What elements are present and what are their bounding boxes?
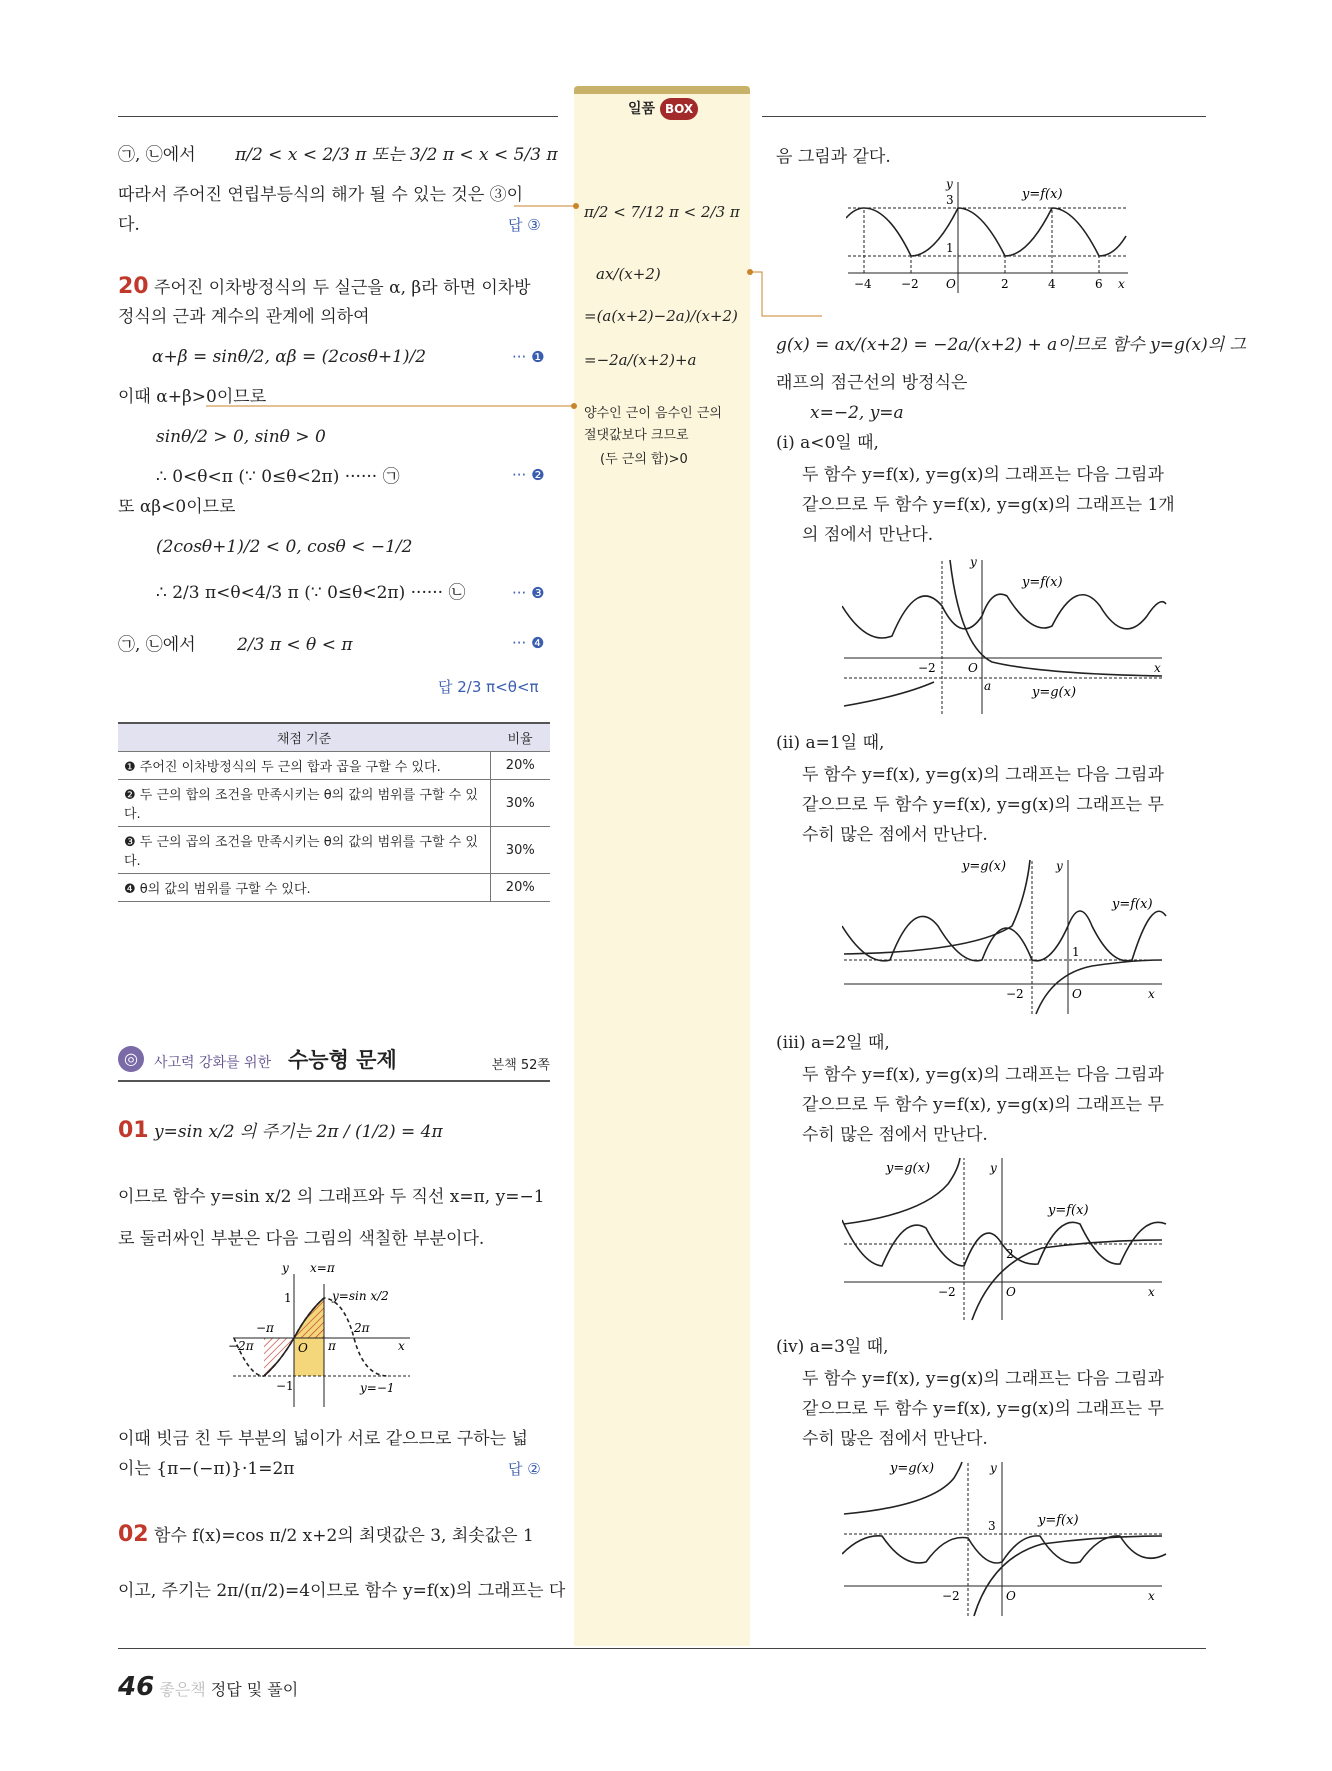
c3-2: 2	[1006, 1247, 1014, 1261]
problem-01-number: 01	[118, 1118, 149, 1143]
footer-rule	[118, 1648, 1206, 1649]
step-2: ··· ❷	[512, 466, 545, 484]
f-curve	[842, 1220, 1166, 1266]
c4-gx: y=g(x)	[890, 1461, 935, 1476]
table-row	[118, 874, 550, 902]
graph-case-4	[842, 1458, 1168, 1618]
footer-title: 정답 및 풀이	[210, 1680, 299, 1699]
c4-O: O	[1006, 1589, 1016, 1603]
target-icon: ◎	[118, 1046, 144, 1072]
label-mpi: −π	[256, 1321, 274, 1335]
c2-y: y	[1056, 859, 1063, 873]
section-big: 수능형 문제	[288, 1048, 397, 1072]
case-1-heading: (ⅰ) a<0일 때,	[776, 433, 879, 453]
label-1: 1	[284, 1291, 292, 1305]
right-line-4: x=−2, y=a	[810, 403, 904, 423]
sine-graph	[228, 1262, 448, 1410]
label-pi: π	[328, 1339, 336, 1353]
answer-2: 답 2/3 π<θ<π	[438, 678, 539, 696]
case-2-line-3: 수히 많은 점에서 만난다.	[802, 825, 988, 845]
case-4-line-2: 같으므로 두 함수 y=f(x), y=g(x)의 그래프는 무	[802, 1399, 1164, 1419]
problem-20-math-3: ∴ 0<θ<π (∵ 0≤θ<2π) ······ ㉠	[156, 467, 400, 487]
table-row	[118, 827, 550, 874]
problem-02-line-2: 이고, 주기는 2π/(π/2)=4이므로 함수 y=f(x)의 그래프는 다	[118, 1581, 566, 1601]
problem-01-line-4: 이때 빗금 친 두 부분의 넓이가 서로 같으므로 구하는 넓	[118, 1429, 528, 1449]
rubric-ratio: 20%	[490, 874, 550, 902]
left-line-3: 다.	[118, 215, 140, 235]
case-2-line-1: 두 함수 y=f(x), y=g(x)의 그래프는 다음 그림과	[802, 765, 1164, 785]
p20-l1: 주어진 이차방정식의 두 실근을 α, β라 하면 이차방	[154, 278, 531, 298]
g1-3: 3	[946, 193, 954, 207]
label-x-pi: x=π	[310, 1262, 335, 1275]
memo-2c: =−2a/(x+2)+a	[584, 351, 697, 369]
hatched-region-right	[294, 1298, 324, 1338]
l1-prefix: ㉠, ㉡에서	[118, 145, 196, 165]
problem-02-line-1	[118, 1524, 534, 1547]
problem-20-line-4: 또 αβ<0이므로	[118, 497, 236, 517]
rubric-header-ratio: 비율	[490, 723, 550, 752]
p20-l5-math: 2/3 π < θ < π	[237, 635, 353, 655]
rubric-cell: ❷ 두 근의 합의 조건을 만족시키는 θ의 값의 범위를 구할 수 있다.	[118, 780, 490, 827]
box-badge: BOX	[660, 98, 698, 120]
c3-neg2: −2	[938, 1285, 956, 1299]
g1-tick: 4	[1048, 277, 1056, 291]
c1-gx: y=g(x)	[1032, 685, 1077, 700]
problem-20-math-4: (2cosθ+1)/2 < 0, cosθ < −1/2	[156, 537, 413, 557]
rubric-ratio: 20%	[490, 752, 550, 780]
f-curve	[842, 1536, 1166, 1563]
problem-20-line-3: 이때 α+β>0이므로	[118, 387, 267, 407]
footer	[118, 1672, 298, 1702]
graph-f	[846, 178, 1136, 298]
c2-gx: y=g(x)	[962, 859, 1007, 874]
rubric-header-criteria: 채점 기준	[118, 723, 490, 752]
c2-O: O	[1072, 987, 1082, 1001]
c3-fx: y=f(x)	[1048, 1203, 1089, 1218]
hatched-region-left	[264, 1338, 294, 1376]
box-label-1: 일품	[628, 101, 656, 117]
c2-1: 1	[1072, 945, 1080, 959]
c2-neg2: −2	[1006, 987, 1024, 1001]
memo-2a: ax/(x+2)	[596, 265, 661, 283]
case-3-line-1: 두 함수 y=f(x), y=g(x)의 그래프는 다음 그림과	[802, 1065, 1164, 1085]
right-line-1: 음 그림과 같다.	[776, 147, 891, 167]
rubric-cell: ❶ 주어진 이차방정식의 두 근의 합과 곱을 구할 수 있다.	[118, 752, 490, 780]
f-curve	[842, 911, 1166, 961]
l1-math: π/2 < x < 2/3 π 또는 3/2 π < x < 5/3 π	[235, 145, 558, 165]
graph-case-2	[842, 856, 1168, 1016]
case-3-line-2: 같으므로 두 함수 y=f(x), y=g(x)의 그래프는 무	[802, 1095, 1164, 1115]
problem-01-line-5: 이는 {π−(−π)}·1=2π	[118, 1459, 295, 1479]
rubric-cell: ❹ θ의 값의 범위를 구할 수 있다.	[118, 874, 490, 902]
p02-l1: 함수 f(x)=cos π/2 x+2의 최댓값은 3, 최솟값은 1	[154, 1526, 534, 1546]
c1-x: x	[1154, 661, 1161, 675]
problem-01-line-2: 이므로 함수 y=sin x/2 의 그래프와 두 직선 x=π, y=−1	[118, 1187, 545, 1207]
case-2-heading: (ⅱ) a=1일 때,	[776, 733, 885, 753]
step-3: ··· ❸	[512, 584, 545, 602]
g1-1: 1	[946, 241, 954, 255]
problem-20-line-2: 정식의 근과 계수의 관계에 의하여	[118, 307, 370, 327]
problem-20-math-2: sinθ/2 > 0, sinθ > 0	[156, 427, 326, 447]
problem-20-number: 20	[118, 274, 149, 299]
answer-3: 답 ②	[508, 1460, 541, 1478]
g1-x: x	[1118, 277, 1125, 291]
case-4-line-3: 수히 많은 점에서 만난다.	[802, 1429, 988, 1449]
right-line-3: 래프의 점근선의 방정식은	[776, 373, 968, 393]
g1-O: O	[946, 277, 956, 291]
g-curve-right	[972, 1240, 1162, 1320]
step-4: ··· ❹	[512, 634, 545, 652]
graph-case-1	[842, 556, 1168, 716]
step-1: ··· ❶	[512, 348, 545, 366]
page-number: 46	[118, 1672, 155, 1702]
g1-tick: 2	[1001, 277, 1009, 291]
c3-x: x	[1148, 1285, 1155, 1299]
rubric-ratio: 30%	[490, 827, 550, 874]
c3-gx: y=g(x)	[886, 1161, 931, 1176]
c2-fx: y=f(x)	[1112, 897, 1153, 912]
g-curve-left	[844, 682, 934, 706]
case-3-line-3: 수히 많은 점에서 만난다.	[802, 1125, 988, 1145]
problem-01-line-3: 로 둘러싸인 부분은 다음 그림의 색칠한 부분이다.	[118, 1229, 485, 1249]
rubric-ratio: 30%	[490, 780, 550, 827]
left-line-2: 따라서 주어진 연립부등식의 해가 될 수 있는 것은 ③이	[118, 185, 524, 205]
g1-tick: −4	[854, 277, 872, 291]
c1-neg2: −2	[918, 661, 936, 675]
c3-y: y	[990, 1161, 997, 1175]
problem-20-math-5: ∴ 2/3 π<θ<4/3 π (∵ 0≤θ<2π) ······ ㉡	[156, 583, 466, 603]
problem-01-line-1	[118, 1120, 443, 1143]
g1-fx: y=f(x)	[1022, 187, 1063, 202]
answer-1: 답 ③	[508, 216, 541, 234]
label-y-m1: y=−1	[360, 1381, 395, 1395]
label-y-sin: y=sin x/2	[332, 1289, 389, 1303]
table-row	[118, 780, 550, 827]
section-small: 사고력 강화를 위한	[154, 1055, 272, 1071]
table-row	[118, 752, 550, 780]
label-O: O	[298, 1341, 308, 1355]
problem-02-number: 02	[118, 1522, 149, 1547]
case-1-line-2: 같으므로 두 함수 y=f(x), y=g(x)의 그래프는 1개	[802, 495, 1175, 515]
label-m1: −1	[276, 1379, 294, 1393]
c2-x: x	[1148, 987, 1155, 1001]
section-header	[118, 1044, 550, 1082]
f-curve	[842, 594, 1166, 638]
c4-x: x	[1148, 1589, 1155, 1603]
c1-y: y	[970, 556, 977, 569]
c1-O: O	[968, 661, 978, 675]
c4-3: 3	[988, 1519, 996, 1533]
right-line-2: g(x) = ax/(x+2) = −2a/(x+2) + a이므로 함수 y=g(x)의 그	[776, 335, 1246, 355]
g-curve-left	[844, 860, 1030, 954]
rubric-cell: ❸ 두 근의 곱의 조건을 만족시키는 θ의 값의 범위를 구할 수 있다.	[118, 827, 490, 874]
p01-l1: y=sin x/2 의 주기는 2π / (1/2) = 4π	[154, 1122, 443, 1142]
c1-fx: y=f(x)	[1022, 575, 1063, 590]
section-ref: 본책 52쪽	[491, 1058, 550, 1073]
case-1-line-1: 두 함수 y=f(x), y=g(x)의 그래프는 다음 그림과	[802, 465, 1164, 485]
label-y: y	[282, 1262, 289, 1275]
case-4-line-1: 두 함수 y=f(x), y=g(x)의 그래프는 다음 그림과	[802, 1369, 1164, 1389]
footer-brand: 좋은책	[159, 1680, 206, 1699]
memo-3c: (두 근의 합)>0	[600, 452, 688, 467]
p20-l5-prefix: ㉠, ㉡에서	[118, 635, 196, 655]
memo-3b: 절댓값보다 크므로	[584, 428, 689, 443]
problem-20-math-1: α+β = sinθ/2, αβ = (2cosθ+1)/2	[152, 347, 427, 367]
case-3-heading: (ⅲ) a=2일 때,	[776, 1033, 890, 1053]
f-curve	[846, 208, 1126, 256]
g1-tick: 6	[1095, 277, 1103, 291]
g-curve-right	[1036, 960, 1162, 1014]
label-m2pi: −2π	[228, 1339, 254, 1353]
memo-1: π/2 < 7/12 π < 2/3 π	[584, 203, 740, 221]
g1-y: y	[946, 178, 953, 191]
label-2pi: 2π	[354, 1321, 370, 1335]
c4-fx: y=f(x)	[1038, 1513, 1079, 1528]
problem-20-line-5	[118, 634, 353, 656]
case-4-heading: (ⅳ) a=3일 때,	[776, 1337, 889, 1357]
g1-tick: −2	[901, 277, 919, 291]
label-x: x	[398, 1339, 405, 1353]
rubric-table	[118, 722, 550, 902]
graph-case-3	[842, 1154, 1168, 1322]
c1-a: a	[984, 679, 992, 693]
c4-y: y	[990, 1461, 997, 1475]
memo-2b: =(a(x+2)−2a)/(x+2)	[584, 307, 738, 325]
case-1-line-3: 의 점에서 만난다.	[802, 525, 934, 545]
case-2-line-2: 같으므로 두 함수 y=f(x), y=g(x)의 그래프는 무	[802, 795, 1164, 815]
memo-3a: 양수인 근이 음수인 근의	[584, 406, 722, 421]
c4-neg2: −2	[942, 1589, 960, 1603]
c3-O: O	[1006, 1285, 1016, 1299]
